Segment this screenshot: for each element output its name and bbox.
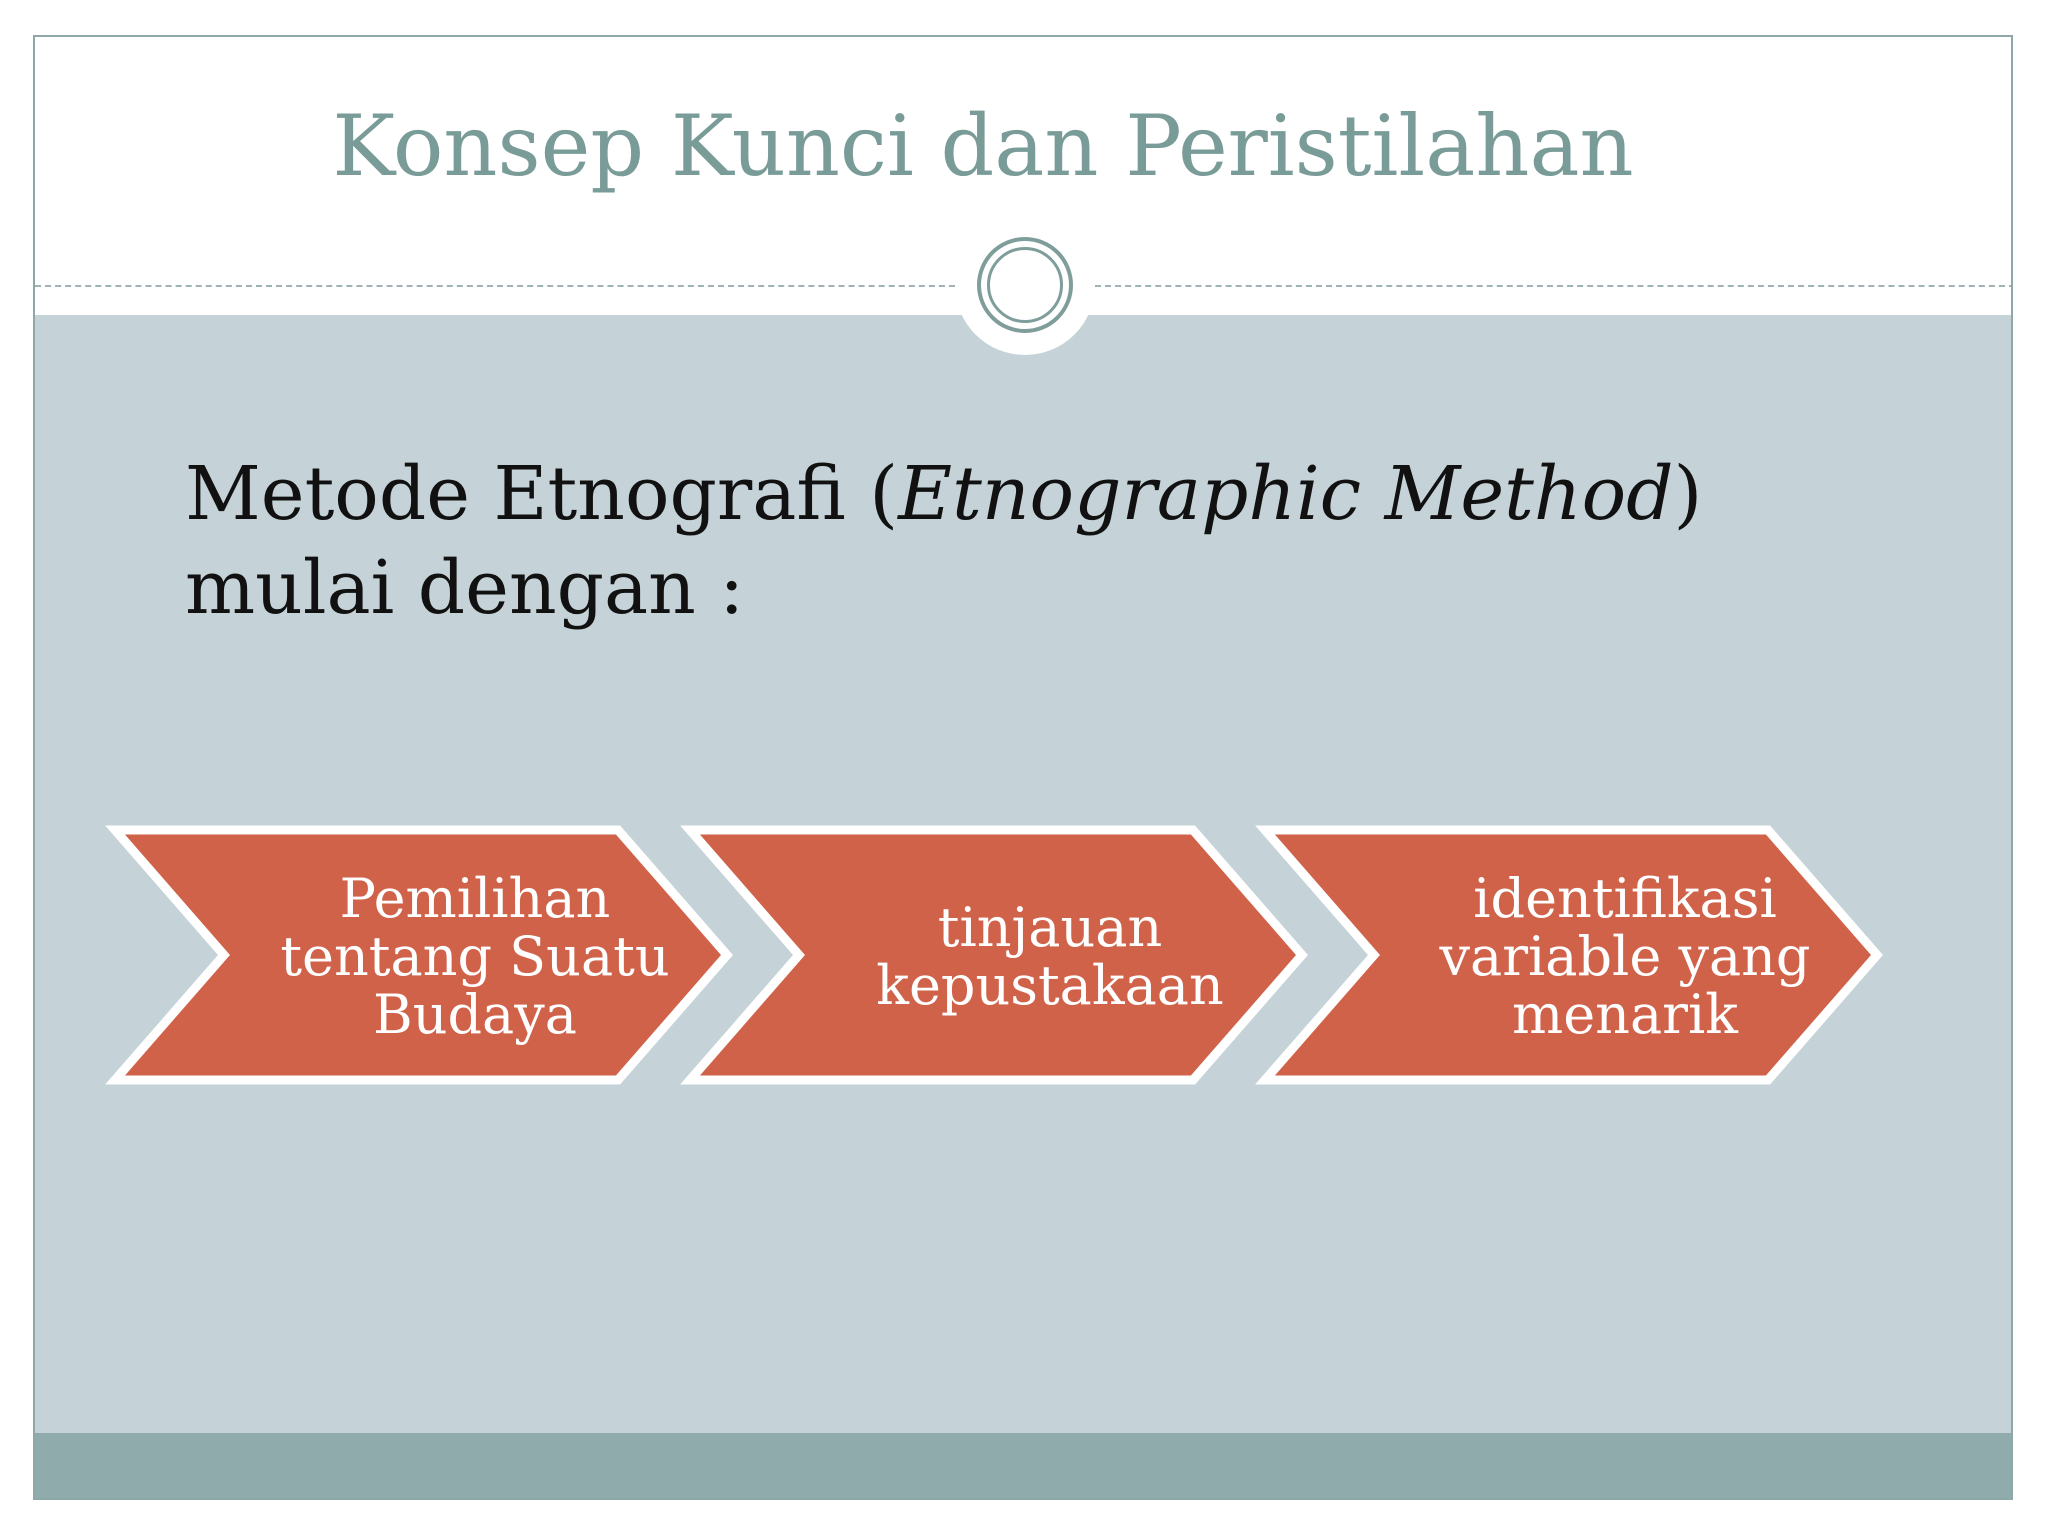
step-label-3: identifikasi variable yang menarik	[1439, 867, 1811, 1046]
slide	[33, 35, 2013, 1500]
body-line2: mulai dengan :	[185, 545, 745, 631]
step-label-2: tinjauan kepustakaan	[876, 896, 1224, 1017]
process-chevrons	[35, 37, 2013, 1500]
body-line1-suffix: )	[1673, 451, 1703, 537]
slide-title: Konsep Kunci dan Peristilahan	[332, 97, 1634, 195]
body-line1-prefix: Metode Etnografi (	[185, 451, 899, 537]
body-line1-italic: Etnographic Method	[898, 451, 1674, 537]
process-flow	[35, 37, 2011, 1498]
step-label-1: Pemilihan tentang Suatu Budaya	[280, 867, 670, 1046]
